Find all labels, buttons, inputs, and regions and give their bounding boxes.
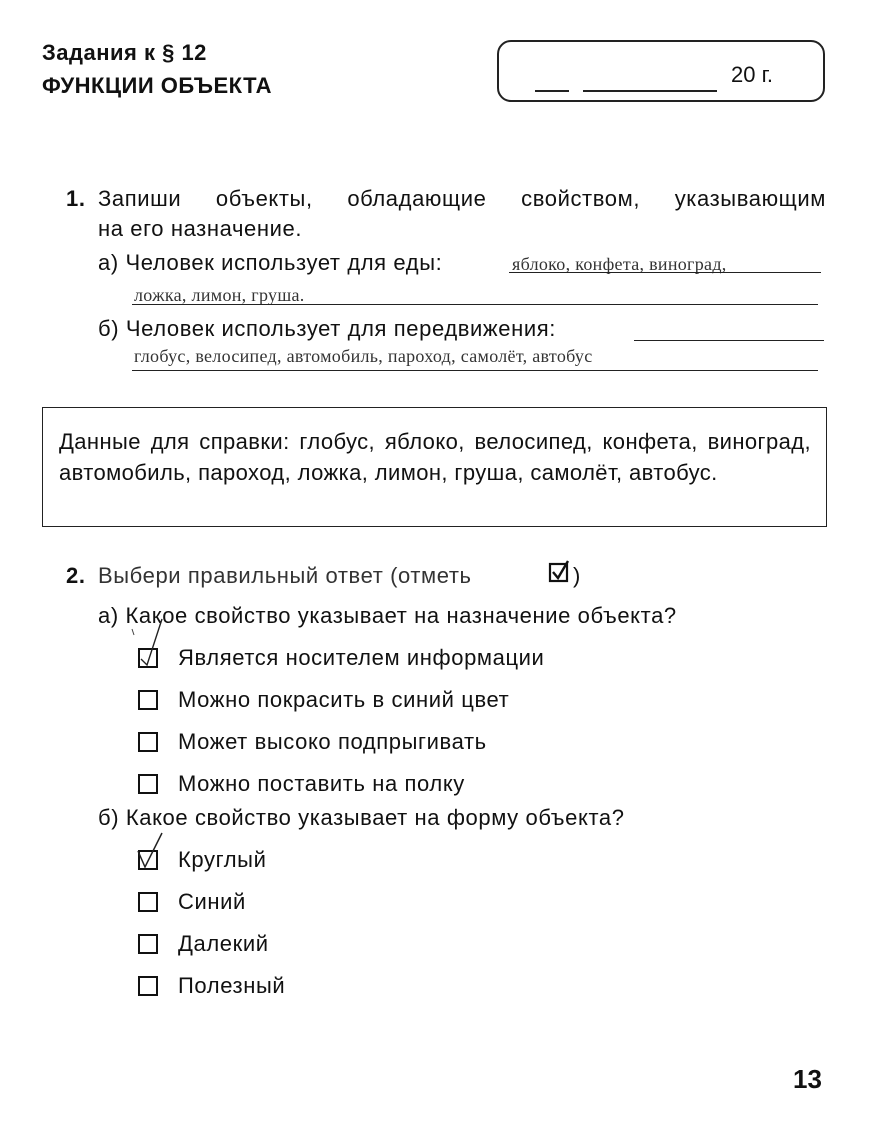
- section-heading: Задания к § 12: [42, 40, 207, 65]
- option-label: Круглый: [178, 847, 267, 872]
- task2-instruction-end: ): [573, 563, 581, 588]
- page-title: ФУНКЦИИ ОБЪЕКТА: [42, 73, 273, 98]
- checkbox[interactable]: [138, 774, 158, 794]
- task1b-answer-underline1: [634, 340, 824, 341]
- checkbox[interactable]: [138, 976, 158, 996]
- option-label: Может высоко подпрыгивать: [178, 729, 487, 754]
- task1a-answer-underline2: [132, 304, 818, 305]
- task1a-label: а) Человек использует для еды:: [98, 250, 443, 275]
- date-year: 20 г.: [731, 62, 774, 87]
- date-day-blank: [535, 90, 569, 92]
- task1-number: 1.: [66, 186, 86, 211]
- task1b-answer[interactable]: глобус, велосипед, автомобиль, пароход, самолёт, автобус: [134, 346, 593, 366]
- checkmark-icon: [134, 831, 174, 877]
- reference-box: [42, 407, 827, 527]
- task1a-answer-underline1: [509, 272, 821, 273]
- task1a-answer-line1[interactable]: яблоко, конфета, виноград,: [512, 254, 727, 274]
- checkbox[interactable]: [138, 934, 158, 954]
- task1b-answer-underline2: [132, 370, 818, 371]
- checkbox[interactable]: [138, 732, 158, 752]
- option-label: Является носителем информации: [178, 645, 545, 670]
- option-label: Можно поставить на полку: [178, 771, 465, 796]
- task2b-question: б) Какое свойство указывает на форму объекта?: [98, 805, 625, 830]
- task1-text-line1: Запиши объекты, обладающие свойством, указывающим: [98, 186, 826, 211]
- checkmark-example-icon: [548, 560, 572, 584]
- reference-text: Данные для справки: глобус, яблоко, велосипед, конфета, виноград, автомобиль, пароход, ложка, лимон, груша, самолёт, автобус.: [59, 429, 811, 485]
- option-label: Синий: [178, 889, 246, 914]
- checkmark-icon: [132, 615, 172, 671]
- checkbox[interactable]: [138, 690, 158, 710]
- task2a-question: а) Какое свойство указывает на назначение объекта?: [98, 603, 677, 628]
- page-number: 13: [793, 1064, 822, 1094]
- task1a-answer-line2[interactable]: ложка, лимон, груша.: [134, 285, 305, 305]
- date-month-blank: [583, 90, 717, 92]
- task1-text-line2: на его назначение.: [98, 216, 303, 241]
- option-label: Можно покрасить в синий цвет: [178, 687, 510, 712]
- option-label: Далекий: [178, 931, 269, 956]
- checkbox[interactable]: [138, 892, 158, 912]
- task1b-label: б) Человек использует для передвижения:: [98, 316, 556, 341]
- option-label: Полезный: [178, 973, 286, 998]
- task2-instruction: Выбери правильный ответ (отметь: [98, 563, 472, 588]
- date-field[interactable]: [497, 40, 825, 102]
- task2-number: 2.: [66, 563, 86, 588]
